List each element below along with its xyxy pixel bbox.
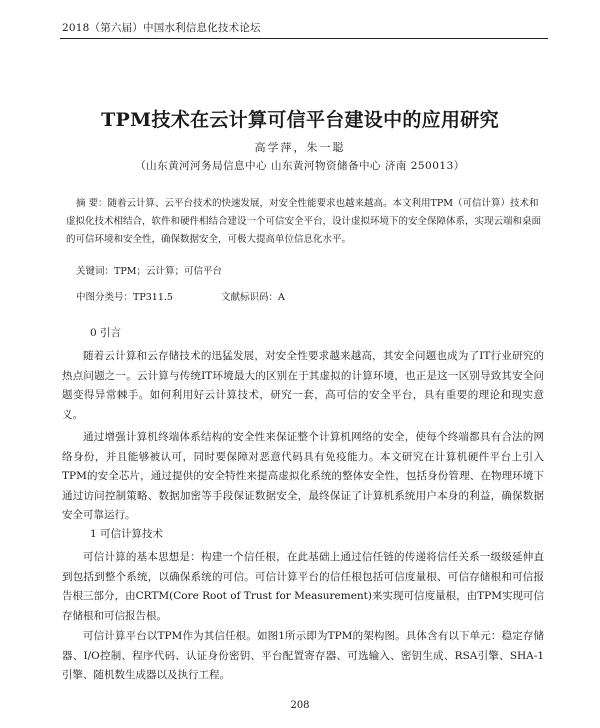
document-code: 文献标识码：A (220, 292, 285, 303)
keywords: 关键词：TPM；云计算；可信平台 (76, 266, 222, 277)
body-paragraph: 通过增强计算机终端体系结构的安全性来保证整个计算机网络的安全，使每个终端都具有合法的网络身份，并且能够被认可，同时要保障对恶意代码具有免疫能力。本文研究在计算机硬件平台上引入TPM的安全芯片，通过提供的安全特性来提高虚拟化系统的整体安全性，包括身份管理、在物理环境下通过访问控制策略、数据加密等手段保证数据安全，最终保证了计算机系统用户本身的利益，确保数据安全可靠运行。 (62, 431, 544, 521)
running-header: 2018（第六届）中国水利信息化技术论坛 (62, 22, 261, 34)
clc-number: 中图分类号：TP311.5 (76, 292, 173, 303)
paper-title: TPM技术在云计算可信平台建设中的应用研究 (101, 109, 499, 131)
body-paragraph: 随着云计算和云存储技术的迅猛发展，对安全性要求越来越高，其安全问题也成为了IT行业研究的热点问题之一。云计算与传统IT环境最大的区别在于其虚拟的计算环境，也正是这一区别导致其安全问题变得异常棘手。如何利用好云计算技术，研究一套，高可信的安全平台，具有重要的理论和现实意义。 (62, 350, 544, 421)
classification-line (76, 289, 285, 303)
body-paragraph: 可信计算平台以TPM作为其信任根。如图1所示即为TPM的架构图。具体含有以下单元：稳定存储器、I/O控制、程序代码、认证身份密钥、平台配置寄存器、可选输入、密钥生成、RSA引擎、SHA-1引擎、随机数生成器以及执行工程。 (62, 630, 544, 681)
section-heading-introduction: 0 引言 (90, 327, 122, 339)
section-heading-trusted-computing: 1 可信计算技术 (90, 528, 164, 540)
page-number: 208 (290, 700, 310, 711)
abstract: 摘 要：随着云计算、云平台技术的快速发展，对安全性能要求也越来越高。本文利用TPM（可信计算）技术和虚拟化技术相结合，软件和硬件相结合建设一个可信安全平台，设计虚拟环境下的安全保障体系，实现云端和桌面的可信环境和安全性，确保数据安全，可极大提高单位信息化水平。 (66, 198, 542, 245)
body-paragraph: 可信计算的基本思想是：构建一个信任根，在此基础上通过信任链的传递将信任关系一级级延伸直到包括到整个系统，以确保系统的可信。可信计算平台的信任根包括可信度量根、可信存储根和可信报告根三部分，由CRTM(Core Root of Trust for Measurement)来实现可信度量根，由TPM实现可信存储根和可信报告根。 (62, 551, 544, 622)
paper-authors: 高学萍，朱一聪 (254, 141, 346, 154)
paper-affiliation: （山东黄河河务局信息中心 山东黄河物资储备中心 济南 250013） (135, 160, 465, 172)
header-divider (60, 38, 548, 39)
